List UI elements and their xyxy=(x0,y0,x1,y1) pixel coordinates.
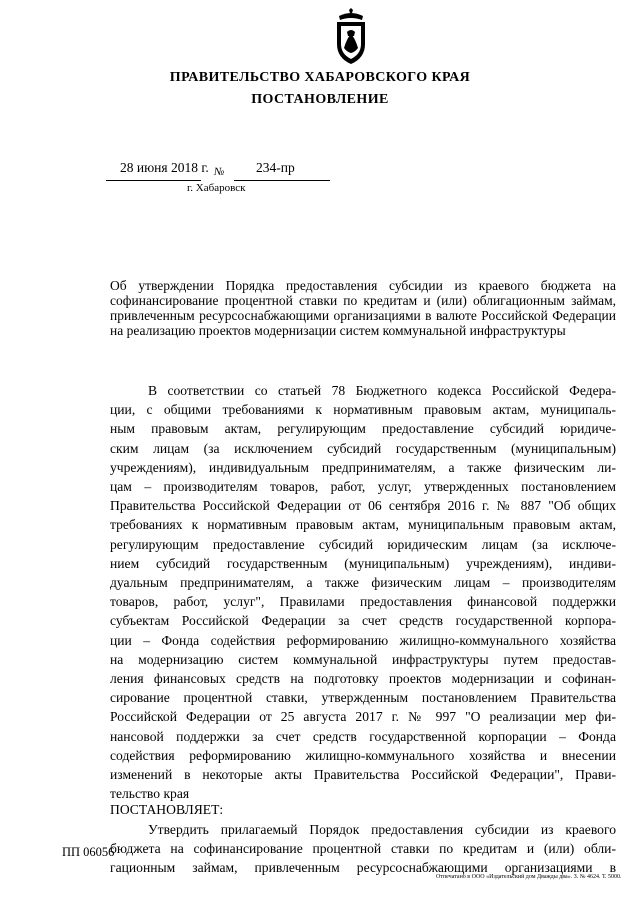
date-underline xyxy=(106,180,201,181)
document-number: 234-пр xyxy=(256,160,295,175)
body-line: цам – производителям товаров, работ, услуг, утвержденных постановлением xyxy=(110,479,616,494)
body-line: учреждениям), индивидуальным предпринимателям, а также физическим ли- xyxy=(110,459,616,475)
body-line: Российской Федерации от 25 августа 2017 г. № 997 "О реализации мер фи- xyxy=(110,709,616,725)
body-line: нансовой поддержки за счет средств государственной корпорации – Фонда xyxy=(110,728,616,744)
body-line: ским лицам (за исключением субсидий государственным (муниципальным) xyxy=(110,440,616,456)
body-line: тельство края xyxy=(110,786,190,802)
body-line: на модернизацию систем коммунальной инфраструктуры путем предостав- xyxy=(110,651,616,667)
document-city: г. Хабаровск xyxy=(187,182,246,194)
body-line: ления финансовых средств на подготовку проектов модернизации и софинан- xyxy=(110,671,616,686)
body-line: ным правовым актам, регулирующим предоставление субсидий юридиче- xyxy=(110,421,616,437)
document-date: 28 июня 2018 г. xyxy=(120,160,209,175)
body-line: сирование процентной ставки, утвержденным постановлением Правительства xyxy=(110,690,616,706)
body-line: товаров, работ, услуг", Правилами предоставления финансовой поддержки xyxy=(110,594,616,610)
clause-line: Утвердить прилагаемый Порядок предоставления субсидии из краевого xyxy=(148,821,616,837)
clause-line: гационным займам, привлеченным ресурсоснабжающими организациями в xyxy=(110,860,616,875)
document-subject: Об утверждении Порядка предоставления субсидии из краевого бюджета на софинансирование процентной ставки по кредитам и (или) облигационным займам, привлеченным ресурсоснабжающими организациями в валюте Российской Федерации на реализацию проектов модернизации систем коммунальной инфраструктуры xyxy=(110,278,616,338)
body-line: требованиях к нормативным правовым актам, муниципальным правовым актам, xyxy=(110,517,616,533)
document-code: ПП 06056 xyxy=(62,845,115,859)
body-line: В соответствии со статьей 78 Бюджетного кодекса Российской Федера- xyxy=(148,383,616,398)
body-line: ции – Фонда содействия реформированию жилищно-коммунального хозяйства xyxy=(110,632,616,648)
document-type: ПОСТАНОВЛЕНИЕ xyxy=(251,92,389,107)
body-line: содействия реформированию жилищно-коммунального хозяйства и внесении xyxy=(110,747,616,763)
government-title: ПРАВИТЕЛЬСТВО ХАБАРОВСКОГО КРАЯ xyxy=(169,70,471,85)
body-line: Правительства Российской Федерации от 06 сентября 2016 г. № 887 "Об общих xyxy=(110,498,616,514)
body-line: изменений в некоторые акты Правительства Российской Федерации", Прави- xyxy=(110,767,616,782)
body-line: субъектам Российской Федерации за счет средств государственной корпора- xyxy=(110,613,616,629)
body-line: дуальным предпринимателям, а также физическим лицам – производителям xyxy=(110,575,616,590)
clause-line: бюджета на софинансирование процентной ставки по кредитам и (или) обли- xyxy=(110,840,616,856)
body-line: регулирующим предоставление субсидий юридическим лицам (за исключе- xyxy=(110,536,616,552)
printer-imprint: Отпечатано в ООО «Издательский дом Дважды два». З. № 4624. Т. 5000. xyxy=(436,874,622,880)
number-sign: № xyxy=(214,166,225,178)
number-underline xyxy=(234,180,330,181)
body-line: нием субсидий государственным (муниципальным) учреждениям), индиви- xyxy=(110,555,616,571)
resolves-heading: ПОСТАНОВЛЯЕТ: xyxy=(110,802,224,818)
body-line: ции, с общими требованиями к нормативным правовым актам, муниципаль- xyxy=(110,402,616,418)
coat-of-arms-icon xyxy=(329,8,373,66)
